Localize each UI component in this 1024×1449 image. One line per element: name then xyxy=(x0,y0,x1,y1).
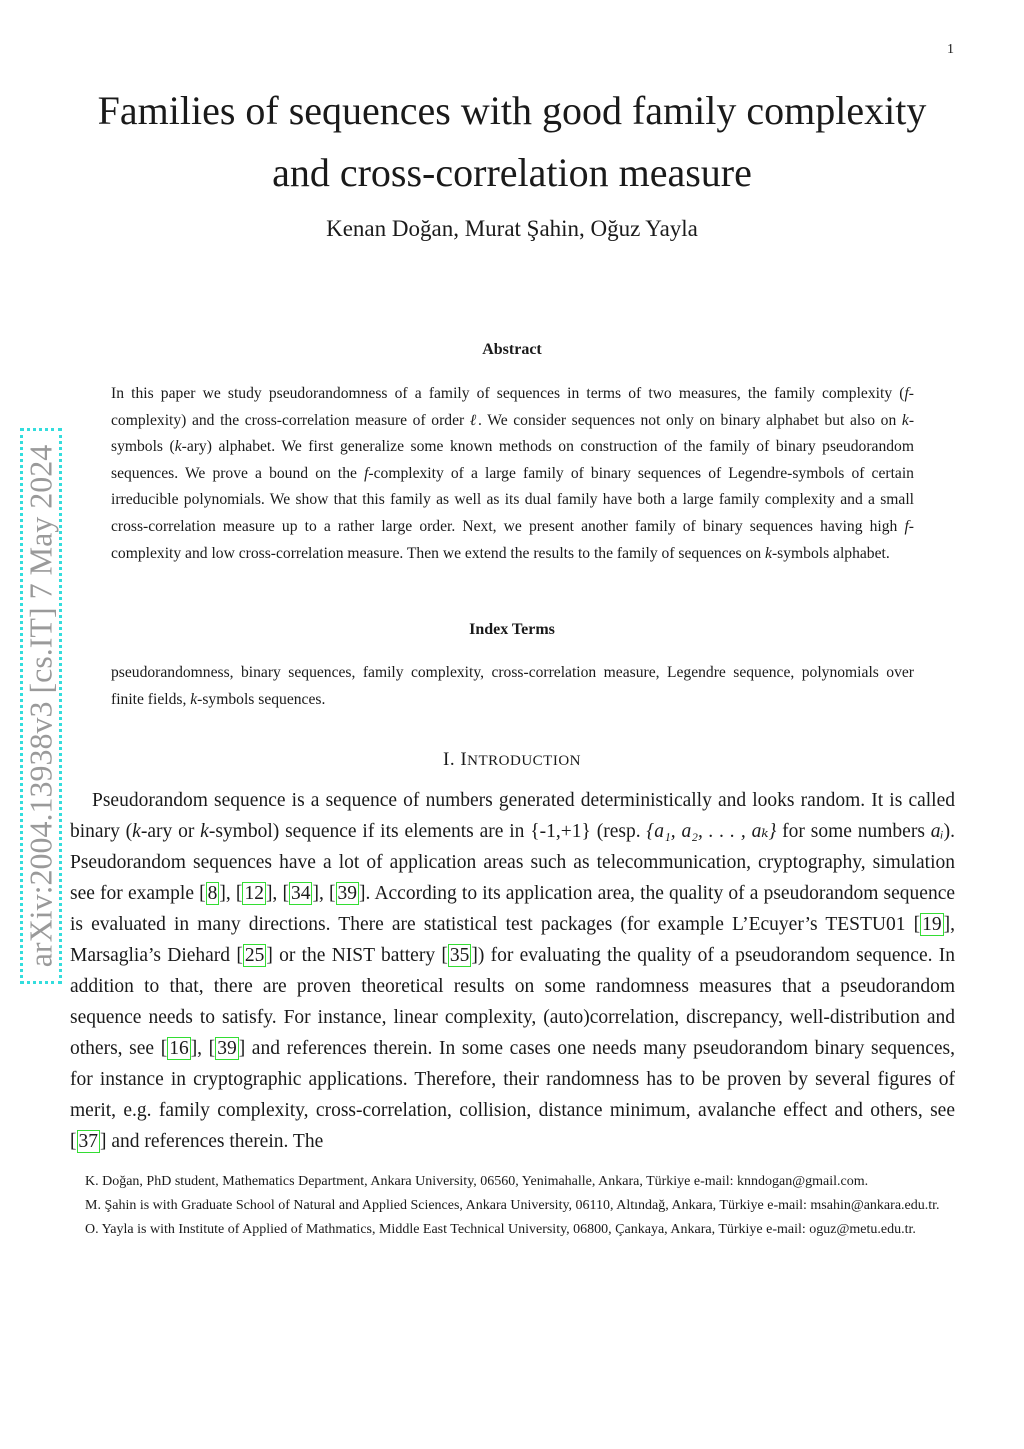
author-list: Kenan Doğan, Murat Şahin, Oğuz Yayla xyxy=(326,216,698,241)
citation-link-19[interactable]: 19 xyxy=(922,914,942,935)
page-number: 1 xyxy=(947,42,954,57)
footnote-sahin: M. Şahin is with Graduate School of Natural and Applied Sciences, Ankara University, 06110, Altındağ, Ankara, Türkiye e-mail: msahin@ankara.edu.tr. xyxy=(85,1198,940,1213)
arxiv-identifier: arXiv:2004.13938v3 [cs.IT] 7 May 2024 xyxy=(22,444,59,968)
citation-link-34[interactable]: 34 xyxy=(290,883,311,904)
citation-link-25[interactable]: 25 xyxy=(244,945,265,966)
index-terms-heading: Index Terms xyxy=(469,621,555,638)
citation-link-16[interactable]: 16 xyxy=(169,1038,189,1059)
title-line-2: and cross-correlation measure xyxy=(272,150,752,195)
abstract-text: In this paper we study pseudorandomness of a family of sequences in terms of two measures, the family complexity (f-complexity) and the cross-correlation measure of order ℓ. We consider sequences not only on binary alphabet but also on k-symbols (k-ary) alphabet. We first generalize some known methods on construction of the family of binary pseudorandom sequences. We prove a bound on the f-complexity of a large family of binary sequences of Legendre-symbols of certain irreducible polynomials. We show that this family as well as its dual family have both a large family complexity and a small cross-correlation measure up to a rather large order. Next, we present another family of binary sequences having high f-complexity and low cross-correlation measure. Then we extend the results to the family of sequences on k-symbols alphabet. xyxy=(111,385,915,562)
abstract-heading: Abstract xyxy=(482,341,542,358)
section-heading-introduction: I. INTRODUCTION xyxy=(443,749,581,770)
footnote-dogan: K. Doğan, PhD student, Mathematics Department, Ankara University, 06560, Yenimahalle, Ankara, Türkiye e-mail: knndogan@gmail.com. xyxy=(85,1174,869,1189)
introduction-paragraph: Pseudorandom sequence is a sequence of numbers generated deterministically and looks random. It is called binary (k-ary or k-symbol) sequence if its elements are in {-1,+1} (resp. {a₁, a₂, . . . , aₖ} for some numbers aᵢ). Pseudorandom sequences have a lot of application areas such as telecommunication, cryptography, simulation see for example [ 8 ], [ 12 ], [ 34 ], [ 39 ]. According to its application area, the quality of a pseudorandom sequence is evaluated in many directions. There are statistical test packages (for example L’Ecuyer’s TESTU01 [ 19 ], Marsaglia’s Diehard [ 25 ] or the NIST battery [ 35 ]) for evaluating the quality of a pseudorandom sequence. In addition to that, there are proven theoretical results on some randomness measures that a pseudorandom sequence needs to satisfy. For instance, linear complexity, (auto)correlation, discrepancy, well-distribution and others, see [ 16 ], [ 39 ] and references therein. In some cases one needs many pseudorandom binary sequences, for instance in cryptographic applications. Therefore, their randomness has to be proven by several figures of merit, e.g. family complexity, cross-correlation, collision, distance minimum, avalanche effect and others, see [ 37 ] and references therein. The xyxy=(70,790,956,1152)
author-footnotes xyxy=(70,1170,955,1242)
citation-link-35[interactable]: 35 xyxy=(449,945,470,966)
citation-link-39-second[interactable]: 39 xyxy=(217,1038,237,1059)
citation-link-8[interactable]: 8 xyxy=(207,883,218,904)
citation-link-12[interactable]: 12 xyxy=(244,883,264,904)
footnote-yayla: O. Yayla is with Institute of Applied of Mathmatics, Middle East Technical University, 06800, Çankaya, Ankara, Türkiye e-mail: oguz@metu.edu.tr. xyxy=(85,1222,916,1237)
index-terms-text: pseudorandomness, binary sequences, family complexity, cross-correlation measure, Legendre sequence, polynomials over finite fields, k-symbols sequences. xyxy=(111,664,914,708)
citation-link-37[interactable]: 37 xyxy=(78,1131,98,1152)
arxiv-stamp[interactable] xyxy=(20,428,62,984)
title-line-1: Families of sequences with good family complexity xyxy=(97,88,927,133)
citation-link-39[interactable]: 39 xyxy=(337,883,357,904)
paper-title xyxy=(0,80,1024,204)
